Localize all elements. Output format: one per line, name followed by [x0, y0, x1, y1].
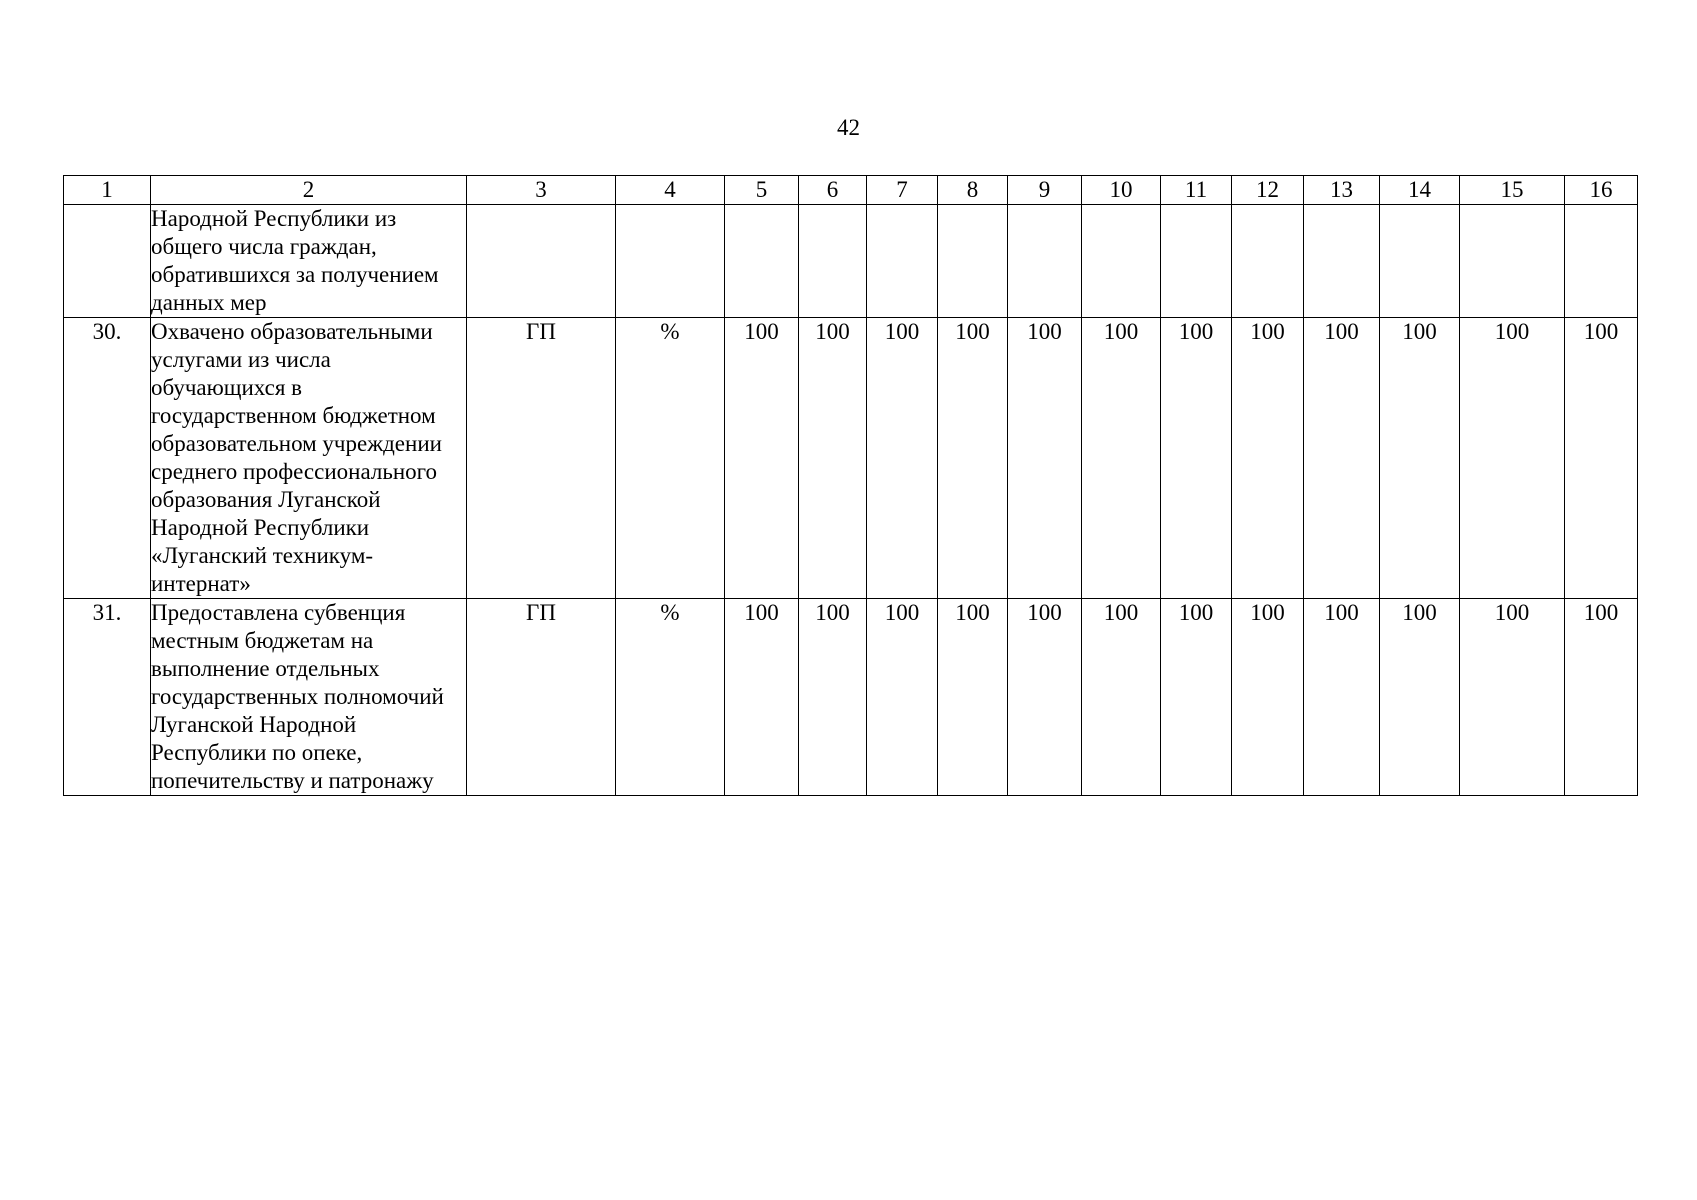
- value-cell: 100: [938, 318, 1008, 599]
- indicator-description-cell: Охвачено образовательными услугами из числа обучающихся в государственном бюджетном образовательном учреждении среднего профессионального образования Луганской Народной Республики «Луганский техникум- интернат»: [151, 318, 467, 599]
- value-cell: 100: [1161, 318, 1232, 599]
- value-cell: 100: [1304, 318, 1380, 599]
- value-cell: 100: [1380, 599, 1460, 796]
- value-cell: 100: [1232, 318, 1304, 599]
- page-number: 42: [837, 115, 860, 140]
- value-cell: 100: [1565, 599, 1638, 796]
- value-cell: 100: [1232, 599, 1304, 796]
- value-cell: [1082, 205, 1161, 318]
- value-cell: 100: [799, 318, 867, 599]
- row-number-cell: [64, 205, 151, 318]
- data-table: [63, 175, 1638, 796]
- row-number-cell: 31.: [64, 599, 151, 796]
- value-cell: [1008, 205, 1082, 318]
- value-cell: [867, 205, 938, 318]
- column-header-12: 12: [1232, 176, 1304, 205]
- value-cell: 100: [1082, 599, 1161, 796]
- unit-cell: %: [616, 599, 725, 796]
- column-header-2: 2: [151, 176, 467, 205]
- value-cell: 100: [1460, 599, 1565, 796]
- column-header-6: 6: [799, 176, 867, 205]
- value-cell: [799, 205, 867, 318]
- column-header-8: 8: [938, 176, 1008, 205]
- value-cell: 100: [1460, 318, 1565, 599]
- value-cell: [1232, 205, 1304, 318]
- value-cell: 100: [725, 318, 799, 599]
- column-header-9: 9: [1008, 176, 1082, 205]
- column-header-13: 13: [1304, 176, 1380, 205]
- value-cell: 100: [1380, 318, 1460, 599]
- indicator-type-cell: ГП: [467, 318, 616, 599]
- value-cell: [1161, 205, 1232, 318]
- column-header-5: 5: [725, 176, 799, 205]
- unit-cell: %: [616, 318, 725, 599]
- column-header-7: 7: [867, 176, 938, 205]
- column-header-1: 1: [64, 176, 151, 205]
- value-cell: [1460, 205, 1565, 318]
- value-cell: 100: [1008, 318, 1082, 599]
- value-cell: [1565, 205, 1638, 318]
- indicator-type-cell: ГП: [467, 599, 616, 796]
- table-row: [64, 599, 1638, 796]
- table-row: [64, 318, 1638, 599]
- value-cell: 100: [1082, 318, 1161, 599]
- value-cell: [938, 205, 1008, 318]
- column-header-3: 3: [467, 176, 616, 205]
- value-cell: 100: [867, 599, 938, 796]
- value-cell: 100: [867, 318, 938, 599]
- unit-cell: [616, 205, 725, 318]
- column-header-15: 15: [1460, 176, 1565, 205]
- value-cell: 100: [1161, 599, 1232, 796]
- table-header-row: [64, 176, 1638, 205]
- value-cell: 100: [1008, 599, 1082, 796]
- value-cell: 100: [725, 599, 799, 796]
- indicator-description-cell: Народной Республики из общего числа граждан, обратившихся за получением данных мер: [151, 205, 467, 318]
- value-cell: 100: [799, 599, 867, 796]
- value-cell: [725, 205, 799, 318]
- column-header-16: 16: [1565, 176, 1638, 205]
- value-cell: 100: [1304, 599, 1380, 796]
- value-cell: [1380, 205, 1460, 318]
- indicator-description-cell: Предоставлена субвенция местным бюджетам на выполнение отдельных государственных полномочий Луганской Народной Республики по опеке, попечительству и патронажу: [151, 599, 467, 796]
- column-header-10: 10: [1082, 176, 1161, 205]
- column-header-4: 4: [616, 176, 725, 205]
- column-header-14: 14: [1380, 176, 1460, 205]
- value-cell: 100: [1565, 318, 1638, 599]
- indicator-type-cell: [467, 205, 616, 318]
- row-number-cell: 30.: [64, 318, 151, 599]
- column-header-11: 11: [1161, 176, 1232, 205]
- value-cell: [1304, 205, 1380, 318]
- table-row: [64, 205, 1638, 318]
- value-cell: 100: [938, 599, 1008, 796]
